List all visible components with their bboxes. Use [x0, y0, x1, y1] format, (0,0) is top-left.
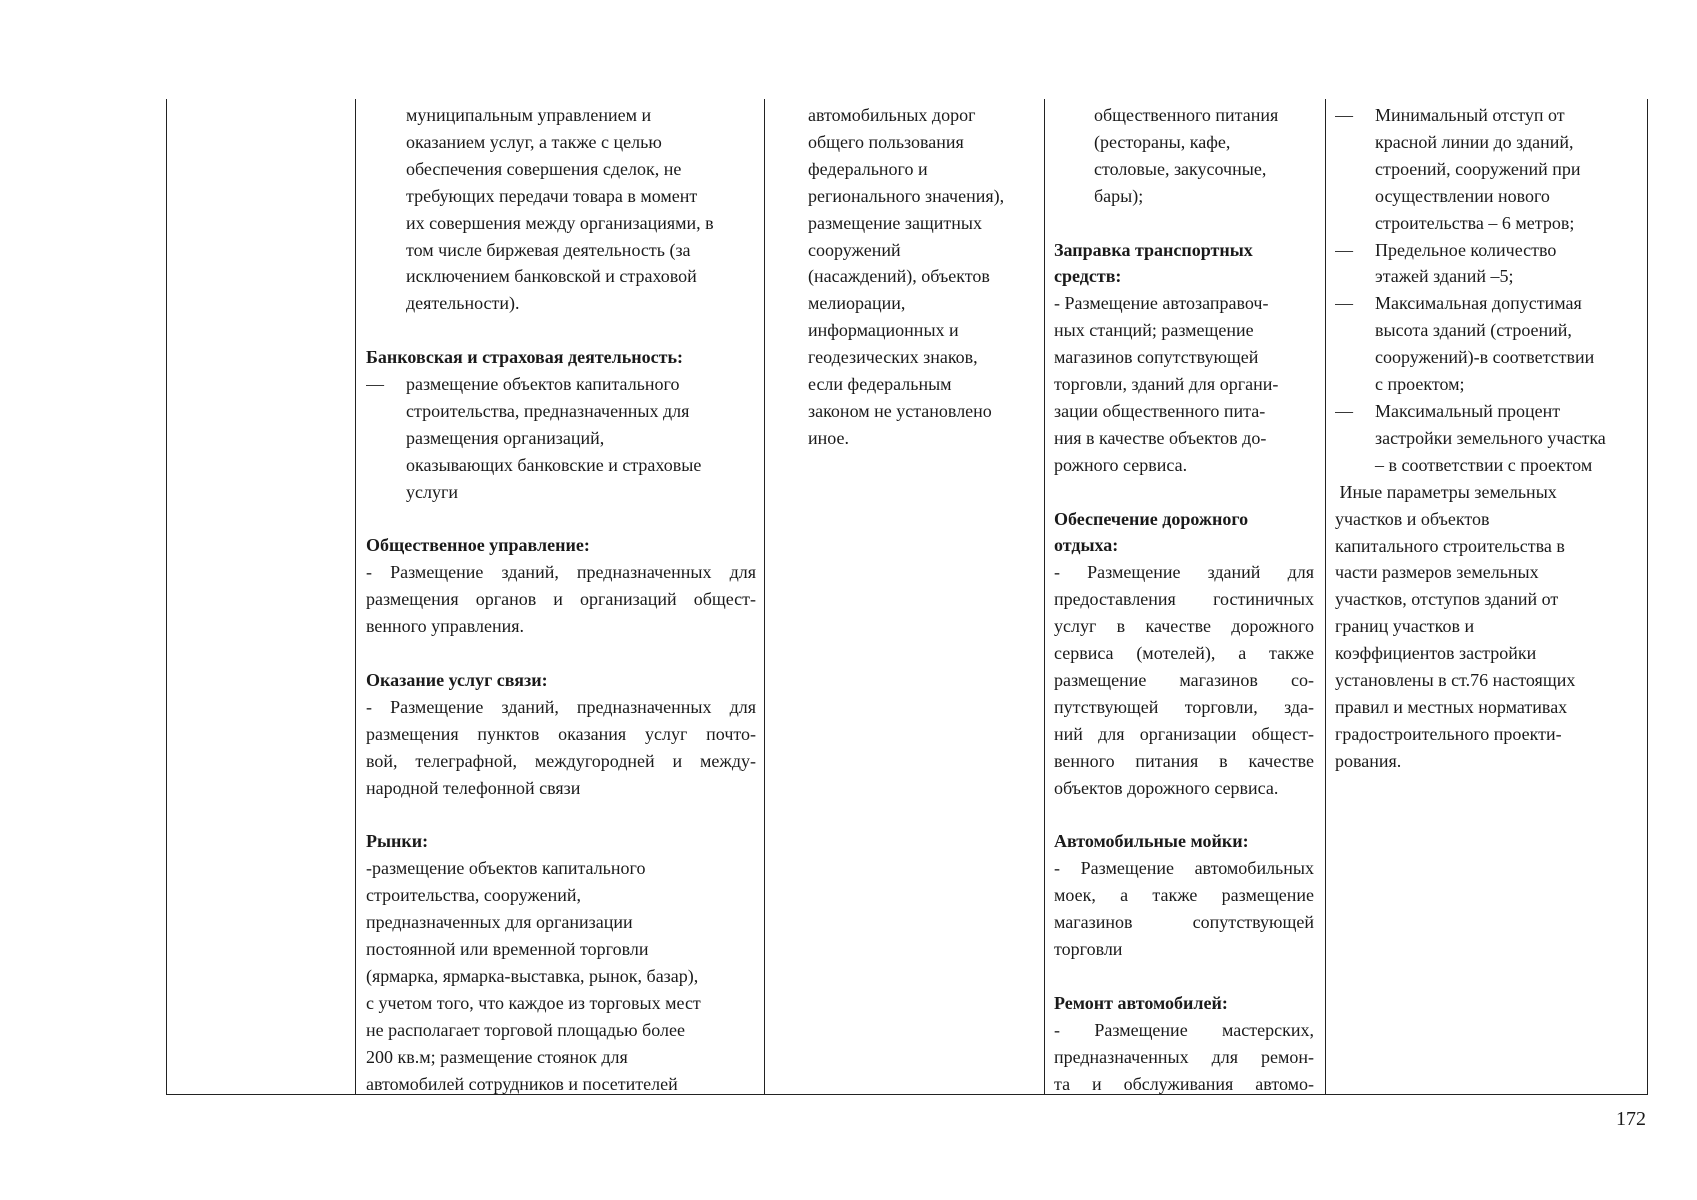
text-line: размещение объектов капитального [406, 374, 680, 395]
text-line: зации общественного пита- [1054, 400, 1266, 421]
text-line: - Размещение зданий для [1054, 562, 1314, 583]
text-line: услуг в качестве дорожного [1054, 616, 1314, 637]
text-line: ния в качестве объектов до- [1054, 427, 1267, 448]
text-line: сооружений)-в соответствии [1375, 347, 1595, 368]
text-line: автомобилей сотрудников и посетителей [366, 1073, 678, 1094]
section-heading-fuel-stations: Заправка транспортных [1054, 239, 1253, 260]
text-line: – в соответствии с проектом [1375, 454, 1593, 475]
text-line: мелиорации, [808, 293, 906, 314]
text-line: этажей зданий –5; [1375, 266, 1514, 287]
section-heading-car-wash: Автомобильные мойки: [1054, 831, 1249, 852]
text-line: участков, отступов зданий от [1335, 589, 1559, 610]
text-line: если федеральным [808, 374, 952, 395]
text-line: оказанием услуг, а также с целью [406, 131, 662, 152]
text-line: с учетом того, что каждое из торговых мест [366, 992, 701, 1013]
section-heading-markets: Рынки: [366, 831, 429, 852]
land-use-table [166, 99, 1648, 1095]
text-line: размещения органов и организаций общест- [366, 589, 756, 610]
text-line: постоянной или временной торговли [366, 939, 649, 960]
text-line: федерального и [808, 158, 928, 179]
section-heading-road-rest: Обеспечение дорожного [1054, 508, 1249, 529]
text-line: застройки земельного участка [1375, 427, 1606, 448]
text-line: осуществлении нового [1375, 185, 1550, 206]
dash-marker: — [1335, 105, 1353, 125]
text-line: не располагает торговой площадью более [366, 1019, 685, 1040]
text-line: вой, телеграфной, междугородней и между- [366, 750, 756, 771]
text-line: (рестораны, кафе, [1094, 131, 1231, 152]
text-line: магазинов сопутствующей [1054, 912, 1314, 933]
text-line: размещение защитных [808, 212, 983, 233]
section-heading-fuel-stations: средств: [1054, 266, 1122, 287]
text-line: предназначенных для ремон- [1054, 1046, 1314, 1067]
text-line: размещения организаций, [406, 427, 605, 448]
text-line: сооружений [808, 239, 901, 260]
dash-marker: — [1335, 400, 1353, 421]
dash-marker: — [1335, 293, 1353, 314]
text-line: столовые, закусочные, [1094, 158, 1267, 179]
text-line: строений, сооружений при [1375, 158, 1581, 179]
list-item [366, 371, 756, 398]
text-line: муниципальным управлением и [406, 105, 652, 125]
section-heading-public-admin: Общественное управление: [366, 535, 590, 556]
text-line: коэффициентов застройки [1335, 643, 1537, 664]
text-line: градостроительного проекти- [1335, 723, 1562, 744]
text-line: ных станций; размещение [1054, 320, 1254, 341]
table-column-1 [167, 102, 355, 1094]
text-line: (ярмарка, ярмарка-выставка, рынок, базар), [366, 965, 699, 986]
text-line: -размещение объектов капитального [366, 858, 646, 879]
text-line: рожного сервиса. [1054, 454, 1188, 475]
text-line: регионального значения), [808, 185, 1005, 206]
dash-marker: — [1335, 239, 1353, 260]
column-divider-2 [764, 99, 765, 1094]
text-line: Предельное количество [1375, 239, 1557, 260]
text-line: венного питания в качестве [1054, 750, 1314, 771]
text-line: магазинов сопутствующей [1054, 347, 1259, 368]
section-heading-road-rest: отдыха: [1054, 535, 1119, 556]
text-line: - Размещение зданий, предназначенных для [366, 696, 756, 717]
text-line: - Размещение автозаправоч- [1054, 293, 1269, 314]
text-line: с проектом; [1375, 374, 1465, 395]
text-line: деятельности). [406, 293, 520, 314]
text-line: информационных и [808, 320, 959, 341]
text-line: исключением банковской и страховой [406, 266, 697, 287]
text-line: высота зданий (строений, [1375, 320, 1572, 341]
page-number: 172 [1616, 1108, 1646, 1130]
text-line: правил и местных нормативах [1335, 696, 1568, 717]
text-line: участков и объектов [1335, 508, 1490, 529]
text-line: Максимальная допустимая [1375, 293, 1582, 314]
column-divider-4 [1325, 99, 1326, 1094]
text-line: сервиса (мотелей), а также [1054, 643, 1314, 664]
section-heading-banking: Банковская и страховая деятельность: [366, 347, 683, 368]
text-line: установлены в ст.76 настоящих [1335, 670, 1576, 691]
list-item [1335, 102, 1643, 129]
text-line: - Размещение зданий, предназначенных для [366, 562, 756, 583]
text-line: бары); [1094, 185, 1144, 206]
text-line: Иные параметры земельных [1335, 481, 1557, 502]
text-line: 200 кв.м; размещение стоянок для [366, 1046, 628, 1067]
text-line: их совершения между организациями, в [406, 212, 714, 233]
text-line: - Размещение автомобильных [1054, 858, 1314, 879]
text-line: объектов дорожного сервиса. [1054, 777, 1279, 798]
section-heading-car-repair: Ремонт автомобилей: [1054, 992, 1228, 1013]
text-line: предоставления гостиничных [1054, 589, 1314, 610]
text-line: - Размещение мастерских, [1054, 1019, 1314, 1040]
text-line: оказывающих банковские и страховые [406, 454, 702, 475]
text-line: торговли, зданий для органи- [1054, 374, 1279, 395]
column-divider-1 [355, 99, 356, 1094]
text-line: законом не установлено [808, 400, 992, 421]
text-line: (насаждений), объектов [808, 266, 990, 287]
text-line: требующих передачи товара в момент [406, 185, 698, 206]
text-line: обеспечения совершения сделок, не [406, 158, 682, 179]
text-line: красной линии до зданий, [1375, 131, 1574, 152]
section-heading-communications: Оказание услуг связи: [366, 669, 548, 690]
text-line: размещения пунктов оказания услуг почто- [366, 723, 756, 744]
text-line: размещение магазинов со- [1054, 670, 1314, 690]
text-line: торговли [1054, 939, 1123, 960]
text-line: путствующей торговли, зда- [1054, 696, 1314, 717]
text-line: предназначенных для организации [366, 912, 633, 933]
text-line: услуги [406, 481, 458, 502]
table-column-4 [1054, 102, 1314, 1094]
text-line: границ участков и [1335, 616, 1475, 637]
list-item [1335, 398, 1643, 425]
dash-marker: — [366, 374, 384, 395]
text-line: Минимальный отступ от [1375, 105, 1565, 125]
text-line: геодезических знаков, [808, 347, 978, 368]
text-line: рования. [1335, 750, 1402, 771]
text-line: народной телефонной связи [366, 777, 581, 798]
text-line: венного управления. [366, 616, 524, 637]
text-line: та и обслуживания автомо- [1054, 1073, 1314, 1094]
text-line: том числе биржевая деятельность (за [406, 239, 691, 260]
text-line: иное. [808, 427, 849, 448]
list-item [1335, 290, 1643, 317]
text-line: строительства, предназначенных для [406, 400, 690, 421]
text-line: общественного питания [1094, 105, 1279, 125]
text-line: строительства, сооружений, [366, 885, 581, 906]
table-column-2 [366, 102, 756, 1094]
table-column-3 [808, 102, 1038, 1094]
text-line: части размеров земельных [1335, 562, 1539, 583]
text-line: общего пользования [808, 131, 964, 152]
text-line: автомобильных дорог [808, 105, 976, 125]
text-line: Максимальный процент [1375, 400, 1561, 421]
table-column-5 [1335, 102, 1643, 1094]
text-line: моек, а также размещение [1054, 885, 1314, 906]
list-item [1335, 237, 1643, 264]
text-line: капитального строительства в [1335, 535, 1565, 556]
column-divider-3 [1044, 99, 1045, 1094]
text-line: строительства – 6 метров; [1375, 212, 1575, 233]
text-line: ний для организации общест- [1054, 723, 1314, 744]
